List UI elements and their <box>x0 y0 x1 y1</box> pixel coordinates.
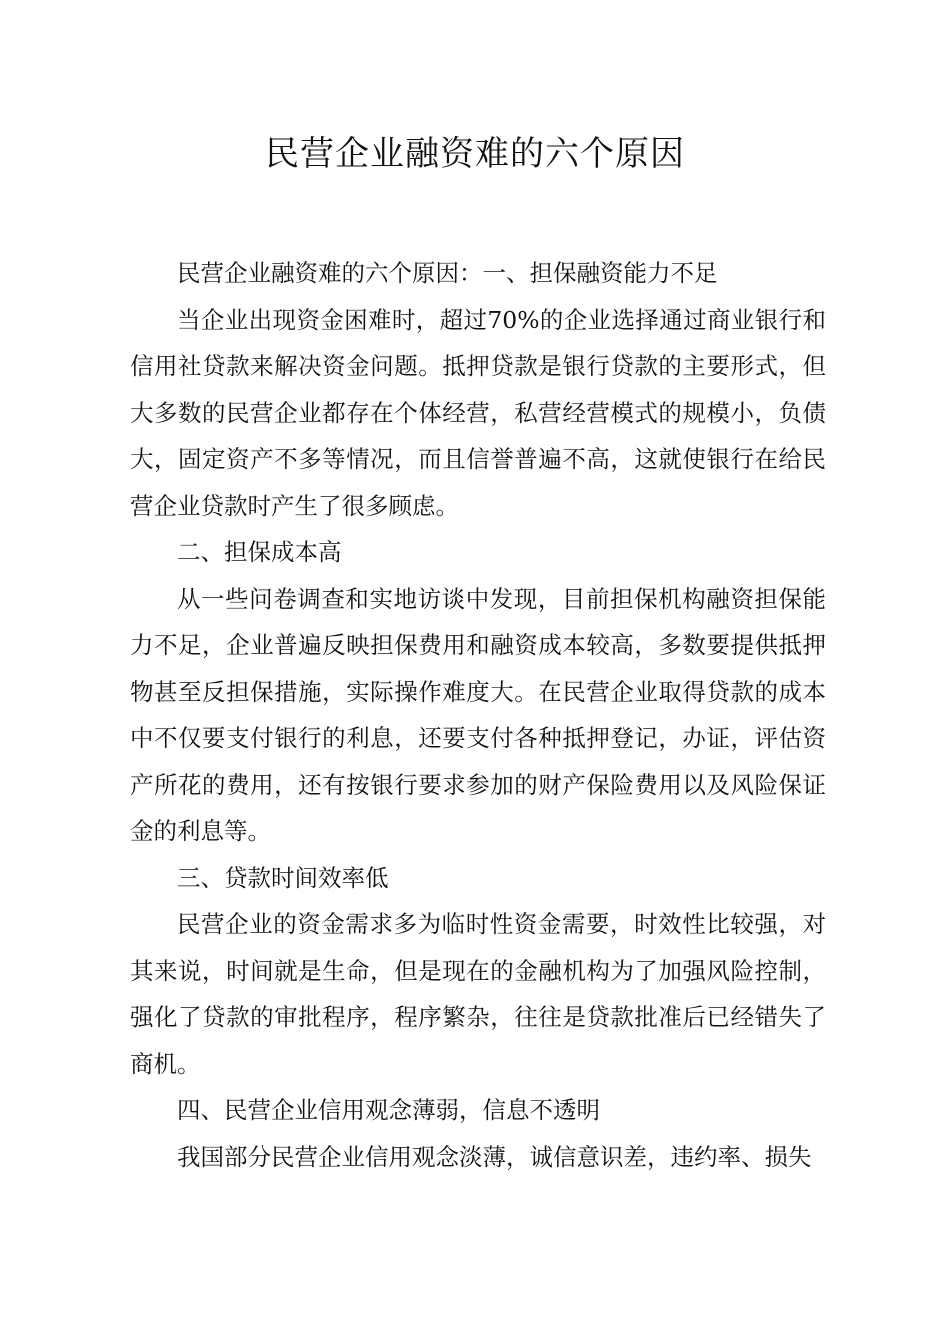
paragraph-guarantee-cost: 从一些问卷调查和实地访谈中发现，目前担保机构融资担保能力不足，企业普遍反映担保费用和融资成本较高，多数要提供抵押物甚至反担保措施，实际操作难度大。在民营企业取得贷款的成本中不仅要支付银行的利息，还要支付各种抵押登记，办证，评估资产所花的费用，还有按银行要求参加的财产保险费用以及风险保证金的利息等。 <box>130 584 826 845</box>
document-title: 民营企业融资难的六个原因 <box>265 134 685 174</box>
section-heading-loan-efficiency: 三、贷款时间效率低 <box>177 863 389 892</box>
section-heading-guarantee-cost: 二、担保成本高 <box>177 538 342 566</box>
paragraph-intro: 民营企业融资难的六个原因：一、担保融资能力不足 <box>177 259 718 287</box>
paragraph-credit-concept: 我国部分民营企业信用观念淡薄，诚信意识差，违约率、损失 <box>177 1142 812 1171</box>
paragraph-guarantee-ability: 当企业出现资金困难时，超过70%的企业选择通过商业银行和信用社贷款来解决资金问题。抵押贷款是银行贷款的主要形式，但大多数的民营企业都存在个体经营，私营经营模式的规模小，负债大，固定资产不多等情况，而且信誉普遍不高，这就使银行在给民营企业贷款时产生了很多顾虑。 <box>130 305 826 520</box>
section-heading-credit-concept: 四、民营企业信用观念薄弱，信息不透明 <box>177 1096 600 1124</box>
paragraph-loan-efficiency: 民营企业的资金需求多为临时性资金需要，时效性比较强，对其来说，时间就是生命，但是现在的金融机构为了加强风险控制，强化了贷款的审批程序，程序繁杂，往往是贷款批准后已经错失了商机。 <box>130 910 826 1078</box>
document-body <box>130 250 826 1180</box>
